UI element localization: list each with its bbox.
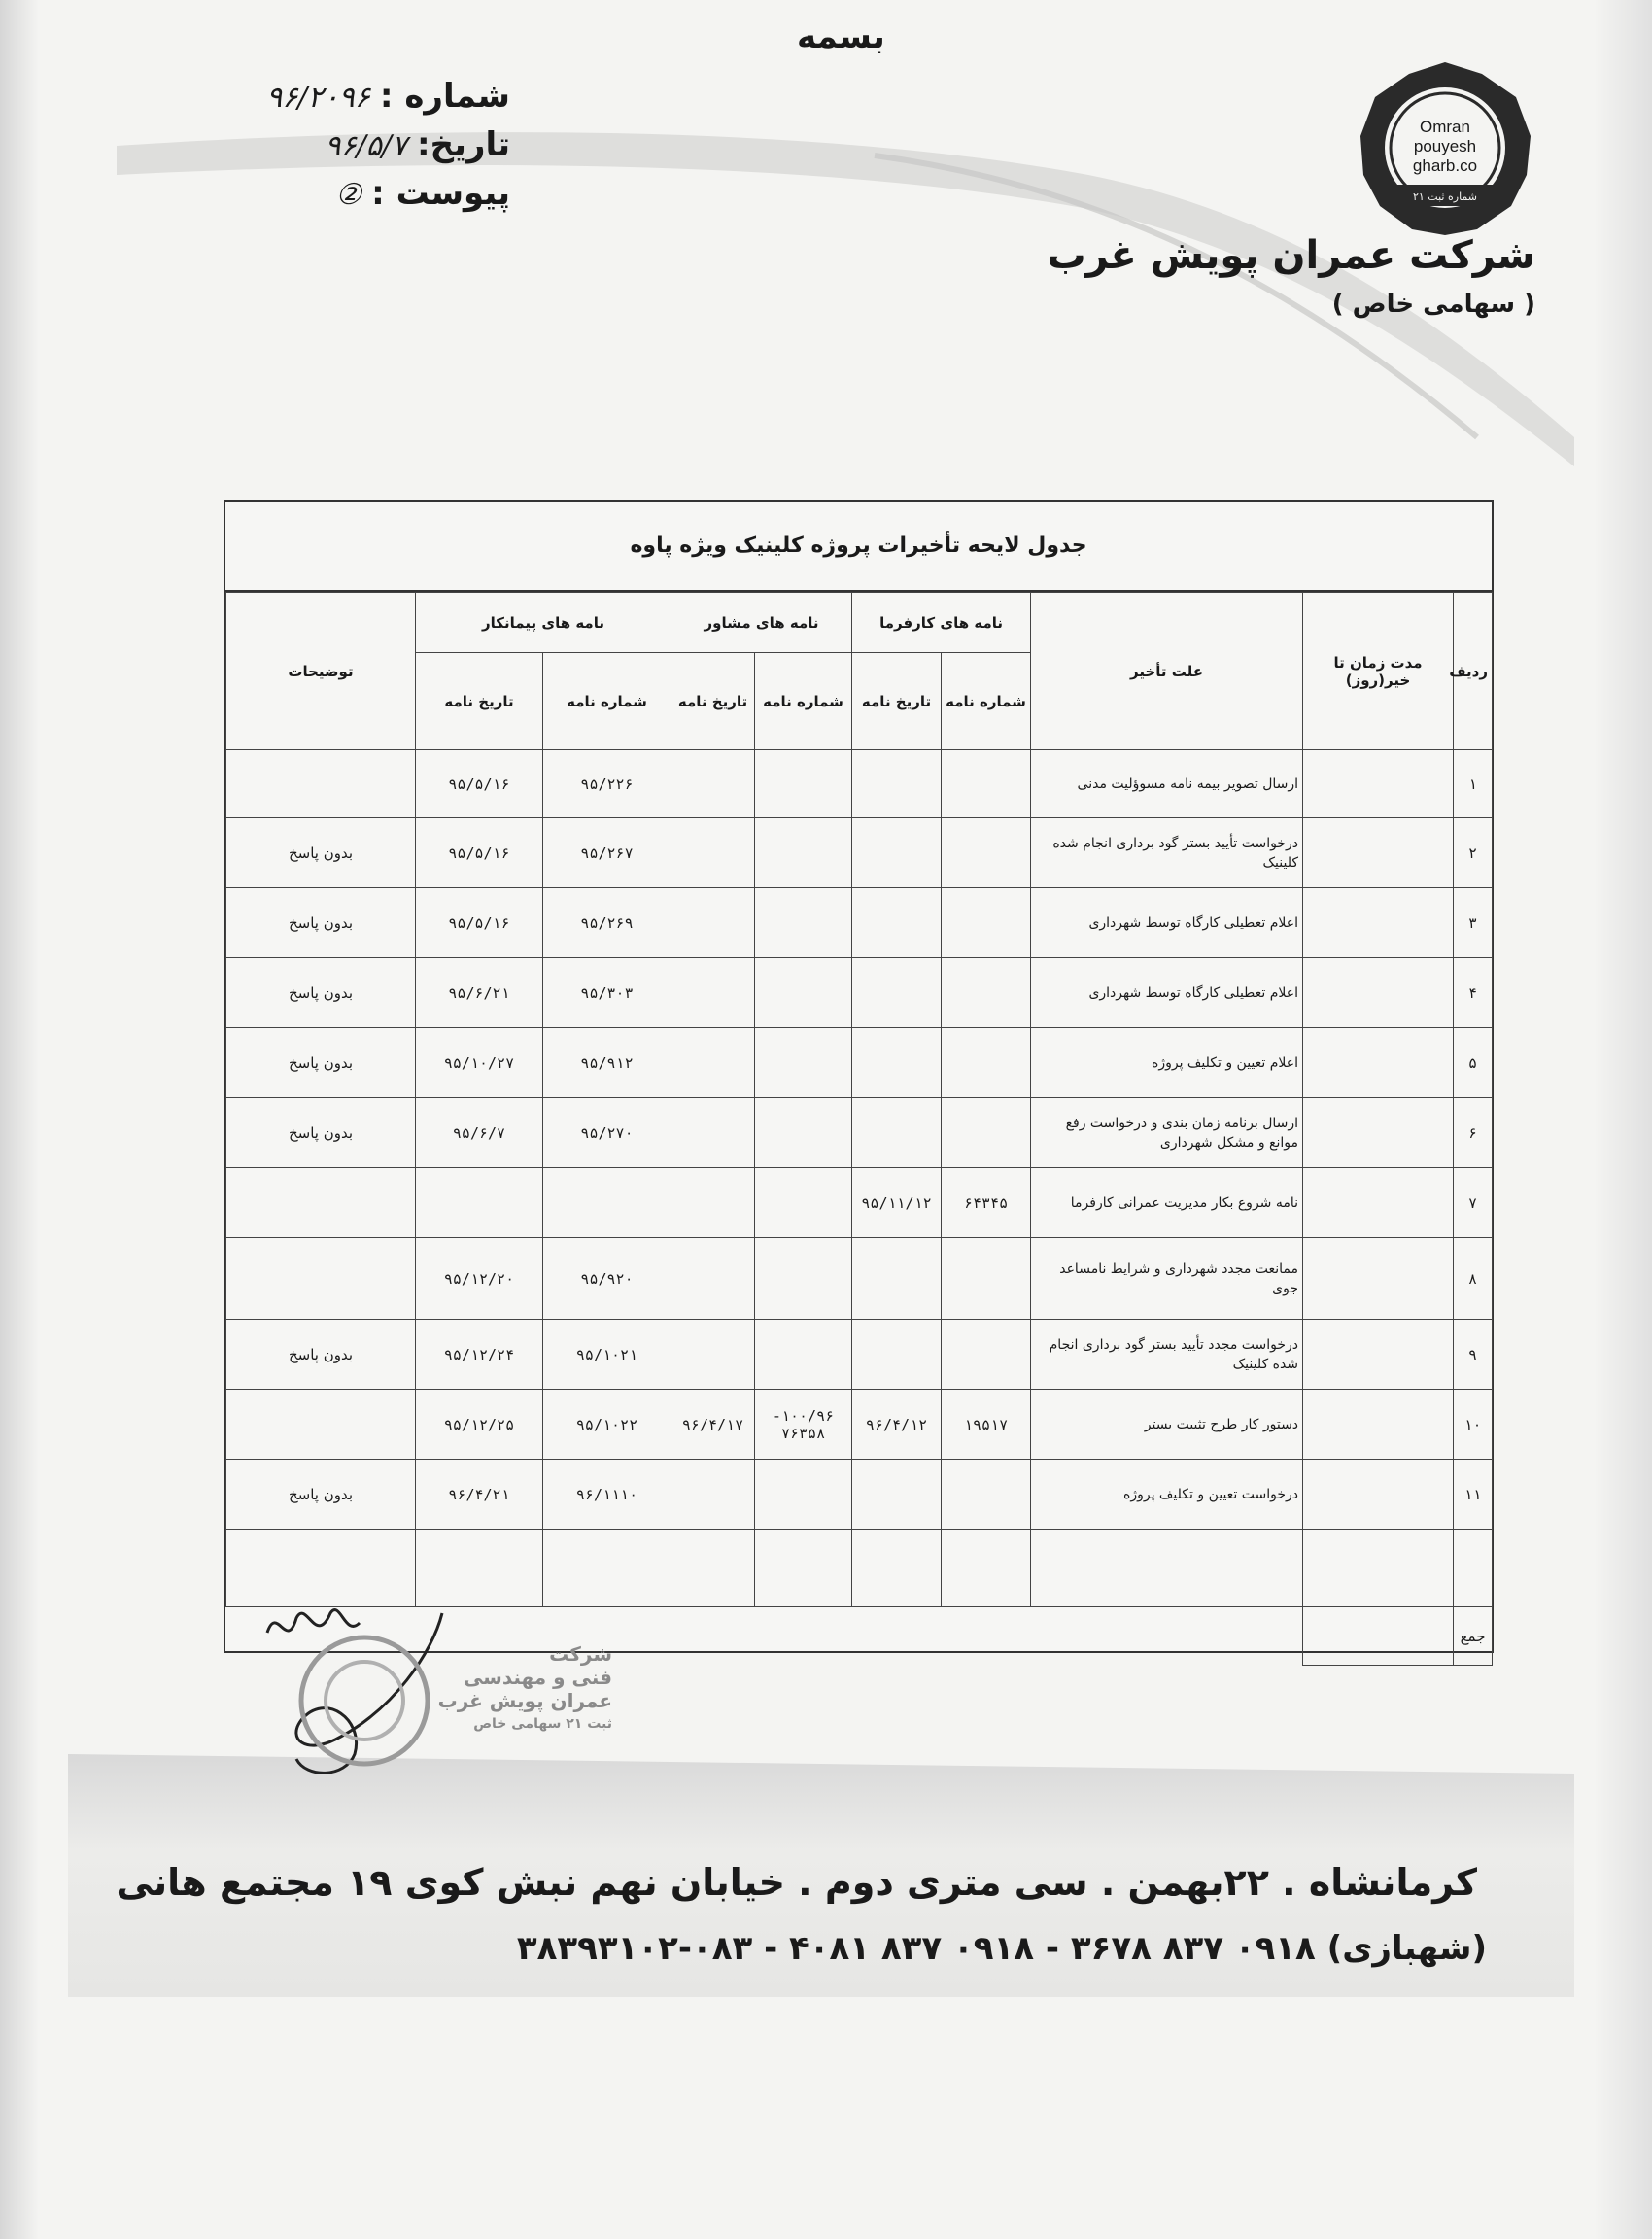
row-note: بدون پاسخ (226, 1028, 416, 1098)
row-number: ۹ (1454, 1320, 1493, 1390)
consultant-letter-date (671, 1320, 755, 1390)
company-stamp-text (418, 1642, 612, 1736)
letter-metadata (258, 73, 510, 219)
contractor-letter-number: ۹۵/۲۶۷ (543, 818, 671, 888)
consultant-letter-number (755, 1320, 852, 1390)
contractor-letter-date: ۹۵/۶/۲۱ (416, 958, 543, 1028)
employer-letter-date (852, 1238, 942, 1320)
table-row (226, 1028, 1493, 1098)
delay-reason: نامه شروع بکار مدیریت عمرانی کارفرما (1031, 1168, 1303, 1238)
delay-reason: درخواست مجدد تأیید بستر گود برداری انجام شده کلینیک (1031, 1320, 1303, 1390)
table-row (226, 750, 1493, 818)
delay-reason: ممانعت مجدد شهرداری و شرایط نامساعد جوی (1031, 1238, 1303, 1320)
consultant-letter-number (755, 1460, 852, 1530)
contractor-letter-number: ۹۶/۱۱۱۰ (543, 1460, 671, 1530)
table-row (226, 1168, 1493, 1238)
stamp-line-2: فنی و مهندسی (463, 1666, 612, 1689)
employer-letter-number (942, 1460, 1031, 1530)
contractor-letter-number: ۹۵/۳۰۳ (543, 958, 671, 1028)
table-row (226, 1460, 1493, 1530)
consultant-letter-date (671, 958, 755, 1028)
contractor-letter-date: ۹۵/۱۰/۲۷ (416, 1028, 543, 1098)
header-notes: توضیحات (226, 593, 416, 750)
attachment-row (258, 170, 510, 219)
header-delay-duration: مدت زمان تا خیر(روز) (1303, 593, 1454, 750)
consultant-letter-date (671, 818, 755, 888)
logo-text-1: Omran (1420, 118, 1470, 136)
consultant-letter-number (755, 958, 852, 1028)
row-number (1454, 1530, 1493, 1607)
footer-phones: (شهبازی) ۰۹۱۸ ۸۳۷ ۳۶۷۸ - ۰۹۱۸ ۸۳۷ ۴۰۸۱ - ۰۸۳-۳۸۳۹۳۱۰۲ (516, 1929, 1487, 1968)
contractor-letter-date: ۹۵/۵/۱۶ (416, 888, 543, 958)
table-row (226, 818, 1493, 888)
contractor-letter-date: ۹۵/۵/۱۶ (416, 750, 543, 818)
consultant-letter-date (671, 1168, 755, 1238)
employer-letter-date: ۹۶/۴/۱۲ (852, 1390, 942, 1460)
consultant-letter-date (671, 1460, 755, 1530)
consultant-letter-number (755, 1028, 852, 1098)
consultant-letter-number (755, 1168, 852, 1238)
contractor-letter-date: ۹۵/۶/۷ (416, 1098, 543, 1168)
employer-letter-number (942, 958, 1031, 1028)
consultant-letter-number (755, 750, 852, 818)
company-logo (1356, 58, 1535, 238)
attachment-value: ② (335, 178, 362, 212)
delay-reason: اعلام تعطیلی کارگاه توسط شهرداری (1031, 958, 1303, 1028)
employer-letter-date: ۹۵/۱۱/۱۲ (852, 1168, 942, 1238)
row-note: بدون پاسخ (226, 1460, 416, 1530)
contractor-letter-number: ۹۵/۲۶۹ (543, 888, 671, 958)
logo-text-2: pouyesh (1413, 137, 1477, 155)
employer-letter-date (852, 1460, 942, 1530)
row-note: بدون پاسخ (226, 1098, 416, 1168)
header-employer-date: تاریخ نامه (852, 653, 942, 750)
logo-registration: شماره ثبت ۲۱ (1412, 190, 1478, 203)
employer-letter-number (942, 750, 1031, 818)
table-row (226, 1098, 1493, 1168)
row-number: ۱ (1454, 750, 1493, 818)
consultant-letter-date: ۹۶/۴/۱۷ (671, 1390, 755, 1460)
header-row-no: ردیف (1454, 593, 1493, 750)
delay-duration-cell (1303, 1168, 1454, 1238)
delay-duration-cell (1303, 1098, 1454, 1168)
header-consultant-number: شماره نامه (755, 653, 852, 750)
contractor-letter-number: ۹۵/۹۱۲ (543, 1028, 671, 1098)
row-note (226, 750, 416, 818)
delay-duration-cell (1303, 1390, 1454, 1460)
row-note (226, 1168, 416, 1238)
employer-letter-number (942, 1098, 1031, 1168)
company-block (1047, 233, 1535, 319)
header-reason: علت تأخیر (1031, 593, 1303, 750)
delay-reason: اعلام تعطیلی کارگاه توسط شهرداری (1031, 888, 1303, 958)
total-duration (1303, 1607, 1454, 1666)
letter-date-row (258, 121, 510, 170)
header-consultant-date: تاریخ نامه (671, 653, 755, 750)
row-number: ۵ (1454, 1028, 1493, 1098)
consultant-letter-date (671, 888, 755, 958)
employer-letter-date (852, 1098, 942, 1168)
row-note: بدون پاسخ (226, 888, 416, 958)
contractor-letter-number: ۹۵/۱۰۲۱ (543, 1320, 671, 1390)
employer-letter-date (852, 1320, 942, 1390)
delay-table-frame (224, 500, 1494, 1653)
top-heading: بسمه (797, 17, 885, 56)
row-number: ۲ (1454, 818, 1493, 888)
contractor-letter-date (416, 1168, 543, 1238)
delay-duration-cell (1303, 750, 1454, 818)
contractor-letter-date: ۹۶/۴/۲۱ (416, 1460, 543, 1530)
stamp-line-4: ثبت ۲۱ سهامی خاص (473, 1716, 612, 1732)
delay-duration-cell (1303, 1028, 1454, 1098)
row-number: ۱۱ (1454, 1460, 1493, 1530)
stamp-line-1: شرکت (549, 1642, 612, 1666)
header-contractor-letters: نامه های پیمانکار (416, 593, 671, 653)
table-row (226, 1238, 1493, 1320)
contractor-letter-number (543, 1168, 671, 1238)
employer-letter-number (942, 818, 1031, 888)
contractor-letter-number: ۹۵/۱۰۲۲ (543, 1390, 671, 1460)
header-contractor-number: شماره نامه (543, 653, 671, 750)
attachment-label: پیوست : (371, 174, 510, 213)
delay-table (225, 592, 1493, 1666)
delay-duration-cell (1303, 818, 1454, 888)
table-row (226, 1320, 1493, 1390)
contractor-letter-date: ۹۵/۵/۱۶ (416, 818, 543, 888)
table-row (226, 1390, 1493, 1460)
row-number: ۷ (1454, 1168, 1493, 1238)
contractor-letter-date: ۹۵/۱۲/۲۴ (416, 1320, 543, 1390)
delay-reason: ارسال برنامه زمان بندی و درخواست رفع موانع و مشکل شهرداری (1031, 1098, 1303, 1168)
delay-reason: ارسال تصویر بیمه نامه مسوؤلیت مدنی (1031, 750, 1303, 818)
employer-letter-date (852, 1028, 942, 1098)
contractor-letter-number: ۹۵/۲۲۶ (543, 750, 671, 818)
consultant-letter-date (671, 1028, 755, 1098)
table-title: جدول لایحه تأخیرات پروژه کلینیک ویژه پاوه (225, 502, 1492, 592)
delay-duration-cell (1303, 1320, 1454, 1390)
consultant-letter-date (671, 1098, 755, 1168)
header-consultant-letters: نامه های مشاور (671, 593, 852, 653)
employer-letter-date (852, 750, 942, 818)
total-label: جمع (1454, 1607, 1493, 1666)
company-type: ( سهامی خاص ) (1331, 290, 1535, 319)
employer-letter-number: ۱۹۵۱۷ (942, 1390, 1031, 1460)
row-number: ۱۰ (1454, 1390, 1493, 1460)
header-employer-number: شماره نامه (942, 653, 1031, 750)
company-name: شرکت عمران پویش غرب (1047, 233, 1535, 278)
contractor-letter-number: ۹۵/۹۲۰ (543, 1238, 671, 1320)
logo-text-3: gharb.co (1412, 156, 1478, 175)
contractor-letter-date: ۹۵/۱۲/۲۰ (416, 1238, 543, 1320)
employer-letter-number (942, 1238, 1031, 1320)
header-employer-letters: نامه های کارفرما (852, 593, 1031, 653)
letter-number-row (258, 73, 510, 121)
stamp-line-3: عمران پویش غرب (437, 1689, 612, 1712)
delay-reason: اعلام تعیین و تکلیف پروژه (1031, 1028, 1303, 1098)
footer-address: کرمانشاه . ۲۲بهمن . سی متری دوم . خیابان نهم نبش کوی ۱۹ مجتمع هانی (116, 1861, 1477, 1904)
table-row (226, 958, 1493, 1028)
delay-reason: درخواست تأیید بستر گود برداری انجام شده کلینیک (1031, 818, 1303, 888)
delay-duration-cell (1303, 1238, 1454, 1320)
delay-duration-cell (1303, 958, 1454, 1028)
letter-number-label: شماره : (379, 77, 510, 116)
table-row (226, 888, 1493, 958)
employer-letter-number (942, 1028, 1031, 1098)
row-number: ۶ (1454, 1098, 1493, 1168)
row-number: ۴ (1454, 958, 1493, 1028)
letter-number-value: ۹۶/۲۰۹۶ (266, 81, 370, 115)
employer-letter-date (852, 818, 942, 888)
consultant-letter-number (755, 1098, 852, 1168)
letter-date-value: ۹۶/۵/۷ (325, 129, 408, 163)
employer-letter-date (852, 888, 942, 958)
delay-table-body (226, 750, 1493, 1530)
consultant-letter-date (671, 1238, 755, 1320)
letter-date-label: تاریخ: (417, 125, 510, 164)
delay-reason: درخواست تعیین و تکلیف پروژه (1031, 1460, 1303, 1530)
row-note (226, 1390, 416, 1460)
row-number: ۸ (1454, 1238, 1493, 1320)
employer-letter-number (942, 888, 1031, 958)
consultant-letter-number (755, 818, 852, 888)
employer-letter-date (852, 958, 942, 1028)
consultant-letter-number (755, 888, 852, 958)
row-note (226, 1238, 416, 1320)
delay-duration-cell (1303, 888, 1454, 958)
header-contractor-date: تاریخ نامه (416, 653, 543, 750)
delay-reason: دستور کار طرح تثبیت بستر (1031, 1390, 1303, 1460)
consultant-letter-number (755, 1238, 852, 1320)
employer-letter-number: ۶۴۳۴۵ (942, 1168, 1031, 1238)
contractor-letter-number: ۹۵/۲۷۰ (543, 1098, 671, 1168)
employer-letter-number (942, 1320, 1031, 1390)
row-note: بدون پاسخ (226, 1320, 416, 1390)
delay-duration-cell (1303, 1460, 1454, 1530)
contractor-letter-date: ۹۵/۱۲/۲۵ (416, 1390, 543, 1460)
consultant-letter-date (671, 750, 755, 818)
consultant-letter-number: ۱۰۰/۹۶- ۷۶۳۵۸ (755, 1390, 852, 1460)
row-note: بدون پاسخ (226, 818, 416, 888)
row-number: ۳ (1454, 888, 1493, 958)
row-note: بدون پاسخ (226, 958, 416, 1028)
